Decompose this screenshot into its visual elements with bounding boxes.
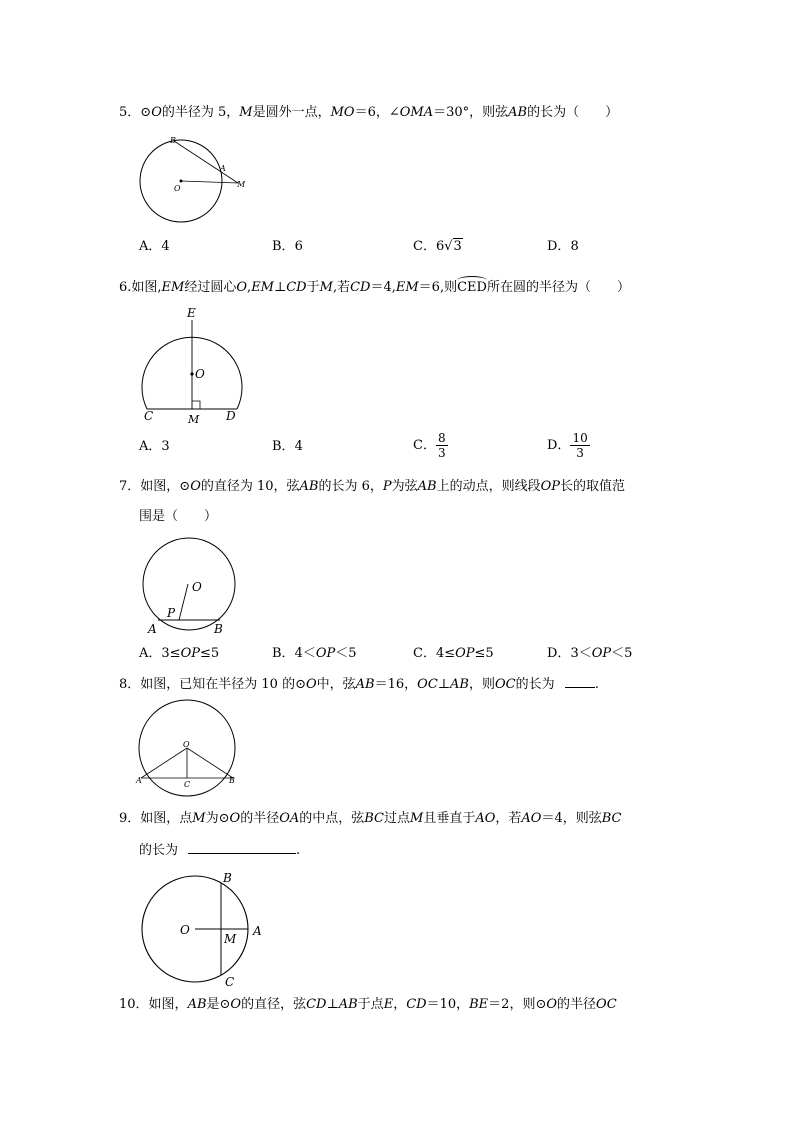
question-9-figure: [140, 868, 270, 992]
label-o: O: [180, 923, 190, 937]
label-b: B: [223, 871, 232, 885]
q7-option-c[interactable]: C．4≤OP≤5: [413, 646, 494, 661]
q6-option-b[interactable]: B．4: [272, 439, 303, 454]
question-9-stem-line2: 的长为 .: [139, 843, 301, 858]
answer-blank-q9[interactable]: [188, 853, 296, 854]
question-7-stem-line1: 7．如图，⊙O的直径为 10，弦AB的长为 6，P为弦AB上的动点，则线段OP长的取值范: [119, 479, 626, 494]
question-8-stem: 8．如图，已知在半径为 10 的⊙O中，弦AB＝16，OC⊥AB，则OC的长为 .: [119, 677, 599, 692]
q5-option-a[interactable]: A．4: [139, 239, 170, 254]
question-8-figure: [135, 700, 243, 795]
question-5-figure: [135, 133, 255, 228]
label-a: A: [148, 622, 157, 636]
center-dot: [180, 180, 183, 183]
q5-option-b[interactable]: B．6: [272, 239, 303, 254]
label-a: A: [220, 164, 226, 173]
q6-option-d[interactable]: D． $\frac{10}{3}$: [547, 431, 588, 460]
question-5-stem: 5．⊙O的半径为 5，M是圆外一点，MO＝6，∠OMA＝30°，则弦AB的长为（ ）: [119, 105, 619, 120]
question-7-stem-line2: 围是（ ）: [139, 509, 218, 524]
label-d: D: [226, 409, 236, 423]
label-a: A: [136, 776, 142, 785]
label-c: C: [144, 409, 154, 423]
q5-option-d[interactable]: D．8: [547, 239, 579, 254]
label-o: O: [174, 184, 181, 193]
label-m: M: [237, 180, 246, 189]
label-b: B: [214, 622, 223, 636]
label-a: A: [253, 924, 262, 938]
label-c: C: [225, 975, 235, 989]
question-7-figure: [140, 538, 240, 638]
label-p: P: [167, 606, 176, 620]
line-om: [181, 181, 238, 183]
label-m: M: [224, 932, 237, 946]
right-angle-mark: [192, 401, 200, 409]
answer-blank-q8[interactable]: [565, 687, 595, 688]
q7-option-b[interactable]: B．4＜OP＜5: [272, 646, 357, 661]
center-dot: [190, 372, 193, 375]
line-bm: [174, 141, 238, 183]
circle-o: [143, 538, 235, 630]
label-o: O: [195, 367, 205, 381]
radius-ob: [187, 748, 233, 778]
question-9-stem-line1: 9．如图，点M为⊙O的半径OA的中点，弦BC过点M且垂直于AO，若AO＝4，则弦BC: [119, 811, 622, 826]
label-c: C: [184, 780, 191, 789]
q7-option-a[interactable]: A．3≤OP≤5: [139, 646, 220, 661]
question-6-figure: [140, 305, 250, 427]
segment-op: [179, 584, 188, 620]
label-m: M: [188, 413, 200, 426]
q5-option-c[interactable]: C．6√3: [413, 239, 462, 254]
label-o: O: [183, 740, 190, 749]
q6-option-a[interactable]: A．3: [139, 439, 170, 454]
question-6-stem: 6.如图,EM经过圆心O,EM⊥CD于M,若CD＝4,EM＝6,则CED所在圆的半径为（ ）: [119, 276, 630, 297]
label-o: O: [192, 580, 202, 594]
label-e: E: [187, 306, 196, 320]
question-10-stem: 10．如图，AB是⊙O的直径，弦CD⊥AB于点E，CD＝10，BE＝2，则⊙O的半径OC: [119, 997, 617, 1012]
q6-option-c[interactable]: C． $\frac{8}{3}$: [413, 431, 446, 460]
label-b: B: [170, 136, 176, 145]
radius-oa: [141, 748, 187, 778]
label-b: B: [229, 776, 235, 785]
q7-option-d[interactable]: D．3＜OP＜5: [547, 646, 633, 661]
